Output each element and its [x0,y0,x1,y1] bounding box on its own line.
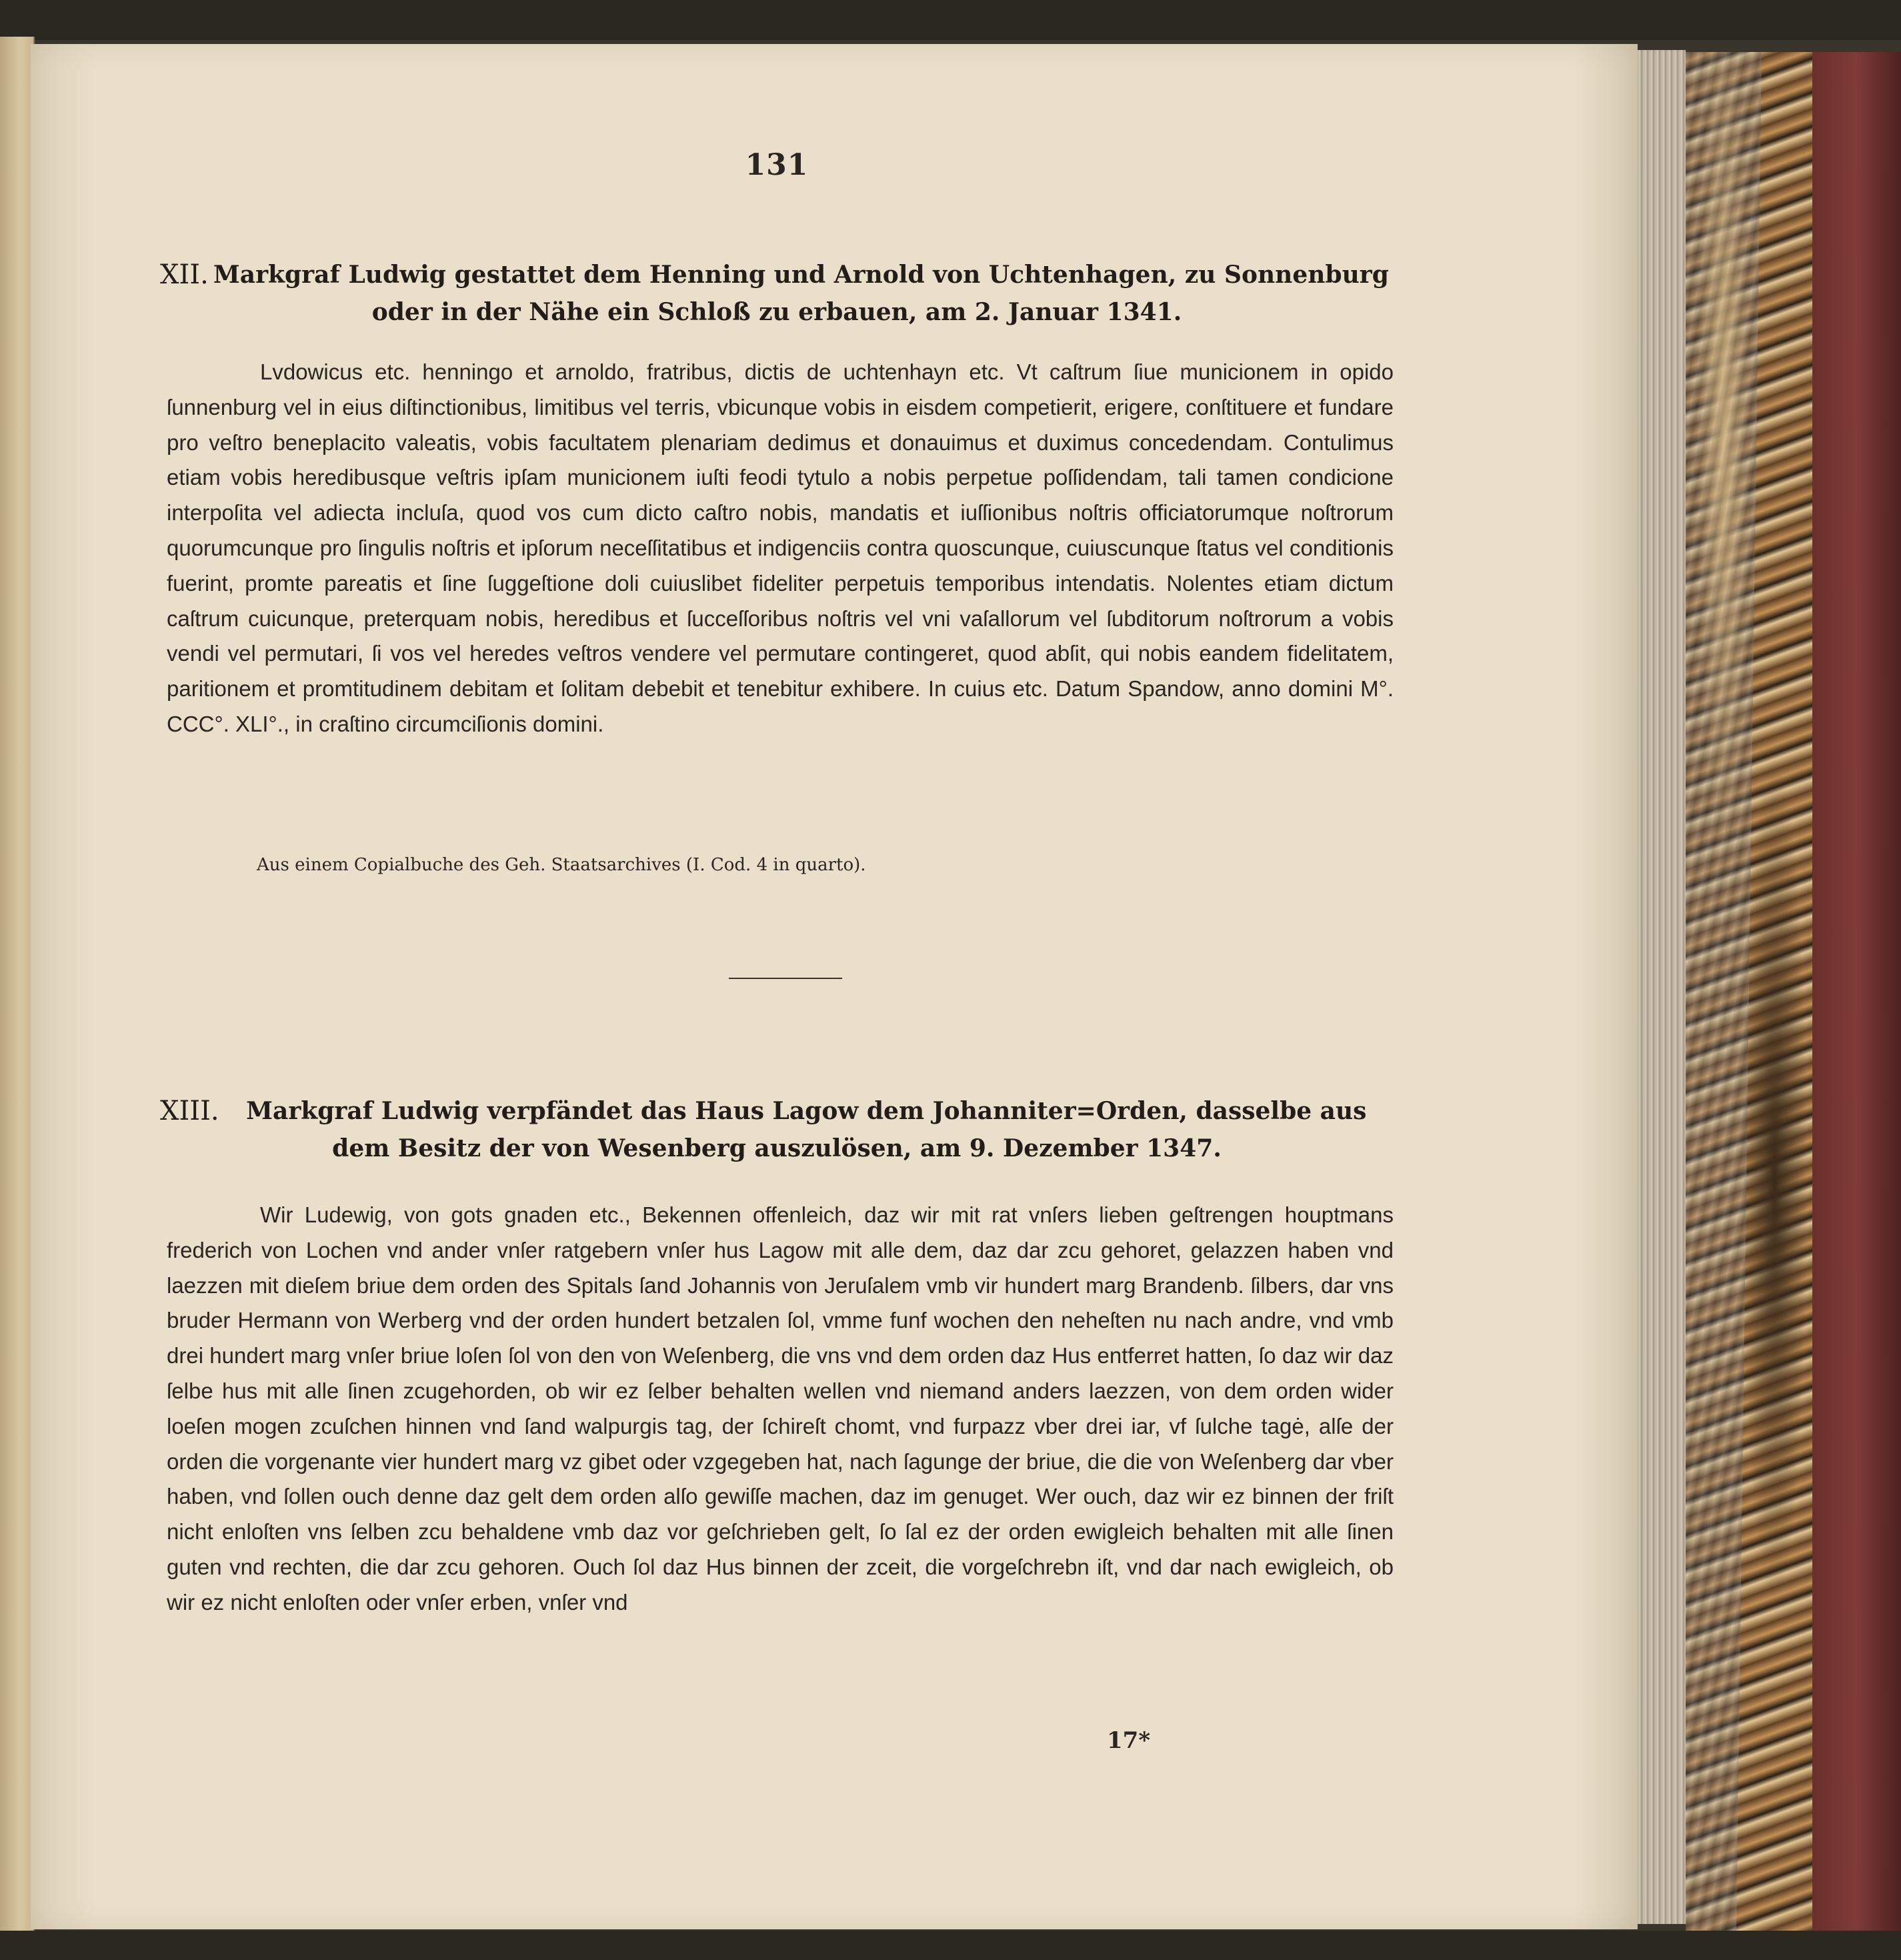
page-number: 131 [745,148,809,182]
section-numeral: XII. [160,259,209,290]
section-text: Wir Ludewig, von gots gnaden etc., Bekennen offenleich, daz wir mit rat vnſers lieben geſtrengen houptmans frederich von Lochen vnd ander vnſer ratgebern vnſer hus Lagow mit alle dem, daz dar zcu gehoret, gelazzen haben vnd laezzen mit dieſem briue dem orden des Spitals ſand Johannis von Jeruſalem vmb vir hundert marg Brandenb. ſilbers, dar vns bruder Hermann von Werberg vnd der orden hundert betzalen ſol, vmme funf wochen den neheſten nu nach andre, vnd vmb drei hundert marg vnſer briue loſen ſol von den von Weſenberg, die vns vnd dem orden daz Hus entferret hatten, ſo daz wir daz ſelbe hus mit alle ſinen zcugehorden, ob wir ez ſelber behalten wellen vnd niemand anders laezzen, von dem orden wider loeſen mogen zcuſchen hinnen vnd ſand walpurgis tag, der ſchireſt chomt, vnd furpazz vber drei iar, vf ſulche tagė, alſe der orden die vorgenante vier hundert marg vz gibet oder vzgegeben hat, nach ſagunge der briue, die die von Weſenberg dar vber haben, vnd ſollen ouch denne daz gelt dem orden alſo gewiſſe machen, daz im genuget. Wer ouch, daz wir ez binnen der friſt nicht enloſten vns ſelben zcu behaldene vmb daz vor geſchrieben gelt, ſo ſal ez der orden ewigleich behalten mit alle ſinen guten vnd rechten, die dar zcu gehoren. Ouch ſol daz Hus binnen der zceit, die vorgeſchrebn iſt, vnd dar nach ewigleich, ob wir ez nicht enloſten oder vnſer erben, vnſer vnd [167,1202,1394,1615]
facing-page-edge [0,37,35,1934]
marbled-endpaper [1686,52,1812,1933]
section-title: Markgraf Ludwig gestattet dem Henning und Arnold von Uchtenhagen, zu Sonnenburg oder in der Nähe ein Schloß zu erbauen, am 2. Januar 1341. [213,261,1389,326]
scan-background-top [0,0,1901,40]
section-numeral: XIII. [160,1096,219,1126]
section-divider [729,978,842,979]
section-title: Markgraf Ludwig verpfändet das Haus Lagow dem Johanniter=Orden, dasselbe aus dem Besitz der von Wesenberg auszulösen, am 9. Dezember 1347. [246,1097,1367,1162]
source-note: Aus einem Copialbuche des Geh. Staatsarchives (I. Cod. 4 in quarto). [257,855,866,875]
section-text: Lvdowicus etc. henningo et arnoldo, fratribus, dictis de uchtenhayn etc. Vt caſtrum ſiue municionem in opido ſunnenburg vel in eius diſtinctionibus, limitibus vel terris, vbicunque vobis in eisdem competierit, erigere, conſtituere et fundare pro veſtro beneplacito valeatis, vobis facultatem plenariam dedimus et donauimus et duximus concedendam. Contulimus etiam vobis heredibusque veſtris ipſam municionem iuſti feodi tytulo a nobis perpetue poſſidendam, tali tamen condicione interpoſita vel adiecta incluſa, quod vos cum dicto caſtro nobis, mandatis et iuſſionibus noſtris officiatorumque noſtrorum quorumcunque pro ſingulis noſtris et ipſorum neceſſitatibus et indigenciis contra quoscunque, cuiuscunque ſtatus vel conditionis fuerint, promte pareatis et ſine ſuggeſtione doli cuiuslibet fideliter perpetuis temporibus intendatis. Nolentes etiam dictum caſtrum cuicunque, preterquam nobis, heredibus et ſucceſſoribus noſtris vel vni vaſallorum vel ſubditorum noſtrorum a vobis vendi vel permutari, ſi vos vel heredes veſtros vendere vel permutare contingeret, quod abſit, qui nobis eandem fidelitatem, paritionem et promtitudinem debitam et ſolitam debebit et tenebitur exhibere. In cuius etc. Datum Spandow, anno domini M°. CCC°. XLI°., in craſtino circumciſionis domini. [167,359,1394,736]
page-stack-edge [1638,50,1686,1924]
signature-mark: 17* [1107,1727,1151,1754]
book-cover-edge [1812,52,1901,1933]
section-heading [160,1092,1394,1167]
scan-background-bottom [0,1931,1901,1960]
show-through [164,211,1431,237]
section-heading [160,256,1394,331]
